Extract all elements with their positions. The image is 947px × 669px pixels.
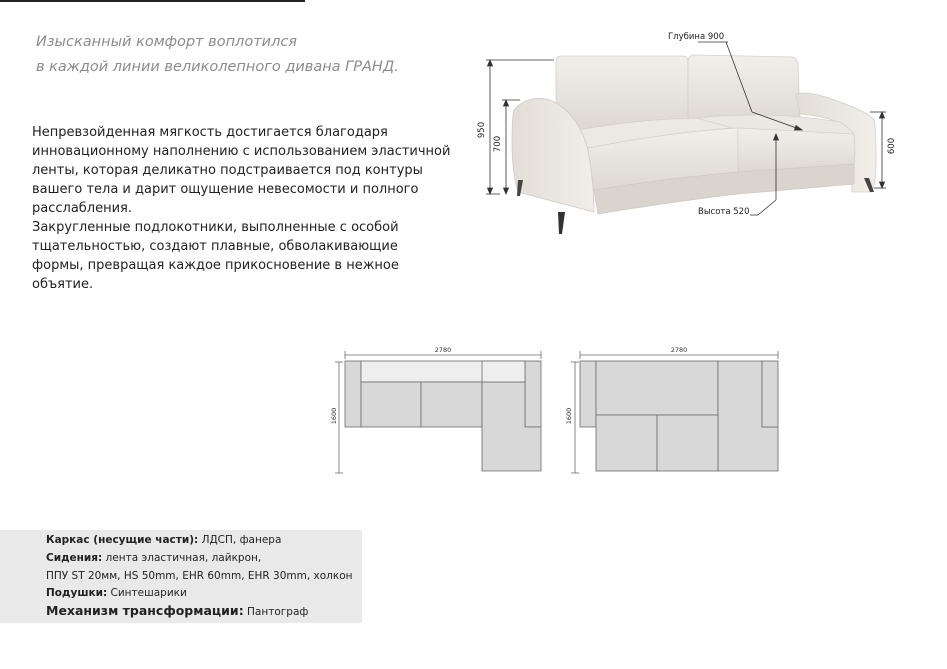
- plan-left: [335, 351, 541, 473]
- dim-seat-height-label: Высота 520: [698, 207, 750, 217]
- top-rule: [0, 0, 305, 2]
- spec-seats-value-2: ППУ ST 20мм, HS 50mm, EHR 60mm, EHR 30mm, холкон: [46, 570, 353, 582]
- spec-frame-label: Каркас (несущие части):: [46, 534, 199, 546]
- spec-frame: [46, 534, 281, 546]
- description-paragraph-1: Непревзойденная мягкость достигается благодаря инновационному наполнению с использованием эластичной ленты, которая деликатно подстраивается под контуры вашего тела и дарит ощущение невесомости и полного расслабления.: [32, 125, 451, 216]
- spec-seats: [46, 552, 261, 564]
- spec-cushions: [46, 587, 187, 599]
- spec-seats-value: лента эластичная, лайкрон,: [102, 552, 262, 564]
- description-paragraph-2: Закругленные подлокотники, выполненные с особой тщательностью, создают плавные, обволакивающие формы, превращая каждое прикосновение в нежное объятие.: [32, 220, 399, 292]
- spec-frame-value: ЛДСП, фанера: [198, 534, 282, 546]
- specs-panel: [0, 530, 362, 623]
- description: [32, 123, 452, 294]
- dim-depth-label: Глубина 900: [668, 32, 725, 42]
- dim-arm-height-label: 600: [887, 137, 897, 155]
- spec-cushions-label: Подушки:: [46, 587, 108, 599]
- plan-left-depth: 1600: [330, 407, 338, 425]
- tagline: [36, 30, 399, 80]
- spec-cushions-value: Синтешарики: [107, 587, 187, 599]
- spec-mechanism-value: Пантограф: [243, 606, 309, 618]
- tagline-line-2: в каждой линии великолепного дивана ГРАНД.: [36, 59, 399, 75]
- dim-total-height-label: 950: [477, 121, 487, 139]
- spec-mechanism: [46, 603, 308, 618]
- plan-left-width: 2780: [434, 346, 452, 354]
- floor-plans: [325, 340, 795, 485]
- tagline-line-1: Изысканный комфорт воплотился: [36, 34, 298, 50]
- spec-seats-label: Сидения:: [46, 552, 103, 564]
- plan-right-width: 2780: [670, 346, 688, 354]
- plan-right-depth: 1600: [565, 407, 573, 425]
- spec-seats-cont: [46, 570, 353, 582]
- sofa-illustration: [470, 22, 920, 242]
- spec-mechanism-label: Механизм трансформации:: [46, 603, 244, 618]
- plan-right: [571, 351, 778, 473]
- leg-front-left: [558, 212, 565, 234]
- dim-back-height-label: 700: [493, 135, 503, 153]
